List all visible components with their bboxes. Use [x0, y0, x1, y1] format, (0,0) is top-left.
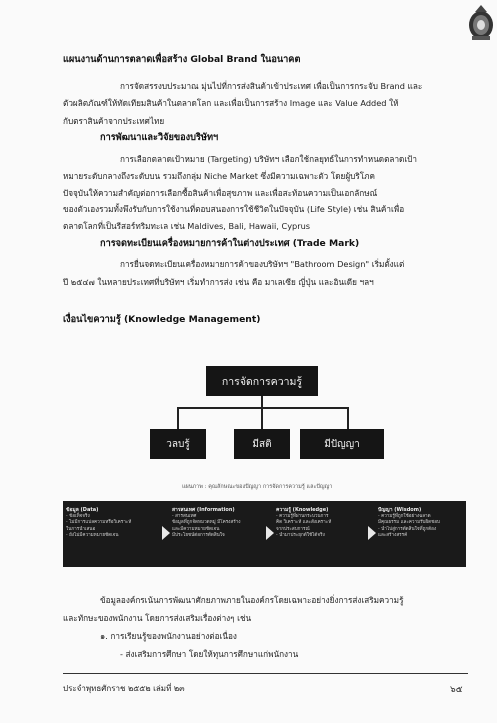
page-number: ๖๕ — [450, 685, 463, 695]
process-step-line: - สารสนเทศ — [172, 514, 197, 520]
paragraph-line: ตลาดโลกที่เป็นรีสอร์ทริมทะเล เช่น Maldives, Bali, Hawaii, Cyprus — [63, 221, 311, 231]
paragraph-line: และทักษะของพนักงาน โดยการส่งเสริมเรื่องต่างๆ เช่น — [63, 613, 252, 623]
process-step-line: - ข้อเท็จจริง — [66, 514, 90, 520]
process-step-line: มีคุณธรรม และความรับผิดชอบ — [378, 520, 440, 526]
process-step-wisdom — [378, 507, 464, 561]
process-step-title: ข้อมูล (Data) — [66, 507, 99, 513]
process-step-data — [66, 507, 160, 561]
process-step-line: และมีความหมายชัดเจน — [172, 526, 220, 532]
process-step-title: ปัญญา (Wisdom) — [378, 507, 422, 513]
numbered-item: ๑. การเรียนรู้ของพนักงานอย่างต่อเนื่อง — [100, 631, 237, 641]
section-heading-trademark: การจดทะเบียนเครื่องหมายการค้าในต่างประเทศ (Trade Mark) — [100, 238, 360, 249]
paragraph-line: การจัดสรรงบประมาณ มุ่นไปที่การส่งสินค้าเข้าประเทศ เพื่อเป็นการกระจับ Brand และ — [120, 81, 423, 91]
paragraph-line: ปี ๒๕๔๗ ในหลายประเทศที่บริษัทฯ เริ่มทำการส่ง เช่น คือ มาเลเซีย ญี่ปุ่น และอินเดีย ฯลฯ — [63, 277, 374, 287]
bullet-item: - ส่งเสริมการศึกษา โดยให้ทุนการศึกษาแก่พนักงาน — [120, 649, 299, 659]
process-step-information — [172, 507, 264, 561]
process-step-line: คิด วิเคราะห์ และสังเคราะห์ — [276, 520, 332, 526]
process-step-line: - ไม่มีการแปลความหรือวิเคราะห์ — [66, 520, 132, 526]
process-step-line: และสร้างสรรค์ — [378, 532, 408, 538]
footer-rule — [63, 673, 468, 674]
diagram-caption: แผนภาพ : คุณลักษณะของปัญญา การจัดการความรู้ และปัญญา — [182, 484, 333, 490]
diagram-child-box: มีปัญญา — [300, 429, 384, 459]
process-step-title: สารสนเทศ (Information) — [172, 507, 235, 513]
diagram-connector — [177, 407, 349, 409]
section-heading-global-brand: แผนงานด้านการตลาดเพื่อสร้าง Global Brand ในอนาคต — [63, 54, 301, 65]
paragraph-line: ปัจจุบันให้ความสำคัญต่อการเลือกซื้อสินค้าเพื่อสุขภาพ และเพื่อสะท้อนความเป็นเอกลักษณ์ — [63, 188, 378, 198]
diagram-connector — [177, 407, 179, 430]
process-step-line: ในการนำเสนอ — [66, 526, 96, 532]
process-arrow-icon — [368, 526, 376, 540]
process-step-knowledge — [276, 507, 366, 561]
diagram-connector — [261, 407, 263, 430]
process-step-line: - ยังไม่มีความหมายชัดเจน — [66, 532, 119, 538]
process-step-line: - นำไปสู่การตัดสินใจที่ถูกต้อง — [378, 526, 437, 532]
paragraph-line: หมายระดับกลางถึงระดับบน รวมถึงกลุ่ม Niche Market ซึ่งมีความเฉพาะตัว โดยผู้บริโภค — [63, 171, 376, 181]
diagram-connector — [347, 407, 349, 430]
process-step-line: - ความรู้ที่ผ่านกระบวนการ — [276, 514, 329, 520]
diagram-child-box: วลบรู้ — [150, 429, 206, 459]
paragraph-line: การยื่นจดทะเบียนเครื่องหมายการค้าของบริษัทฯ "Bathroom Design" เริ่มตั้งแต่ — [120, 259, 405, 269]
process-step-line: มีประโยชน์ต่อการตัดสินใจ — [172, 532, 225, 538]
process-step-line: จากประสบการณ์ — [276, 526, 310, 532]
process-step-line: - นำมาประยุกต์ใช้ได้จริง — [276, 532, 325, 538]
diagram-child-box: มีสติ — [234, 429, 290, 459]
paragraph-line: ตัวผลิตภัณฑ์ให้ทัดเทียมสินค้าในตลาดโลก และเพื่อเป็นการสร้าง Image และ Value Added ให้ — [63, 98, 399, 108]
section-heading-knowledge-management: เงื่อนไขความรู้ (Knowledge Management) — [63, 314, 261, 325]
paragraph-line: ข้อมูลองค์กรเน้นการพัฒนาศักยภาพภายในองค์กรโดยเฉพาะอย่างยิ่งการส่งเสริมความรู้ — [100, 595, 404, 605]
process-step-title: ความรู้ (Knowledge) — [276, 507, 329, 513]
institution-seal-icon — [466, 4, 496, 44]
footer-publication: ประจำพุทธศักราช ๒๕๕๒ เล่มที่ ๒๓ — [63, 684, 185, 693]
process-step-line: ข้อมูลที่ถูกจัดหมวดหมู่ มีโครงสร้าง — [172, 520, 241, 526]
diagram-top-box: การจัดการความรู้ — [206, 366, 318, 396]
process-arrow-icon — [266, 526, 274, 540]
process-step-line: - ความรู้ที่ถูกใช้อย่างฉลาด — [378, 514, 431, 520]
section-heading-research: การพัฒนาและวิจัยของบริษัทฯ — [100, 132, 219, 143]
paragraph-line: ของตัวเองรวมทั้งพึงรับกับการใช้งานที่ตอบสนองการใช้ชีวิตในปัจจุบัน (Life Style) เช่น สินค้าเพื่อ — [63, 204, 405, 214]
paragraph-line: การเลือกตลาดเป้าหมาย (Targeting) บริษัทฯ เลือกใช้กลยุทธ์ในการทำหนดตลาดเป้า — [120, 154, 417, 164]
process-arrow-icon — [162, 526, 170, 540]
paragraph-line: กับตราสินค้าจากประเทศไทย — [63, 116, 165, 126]
